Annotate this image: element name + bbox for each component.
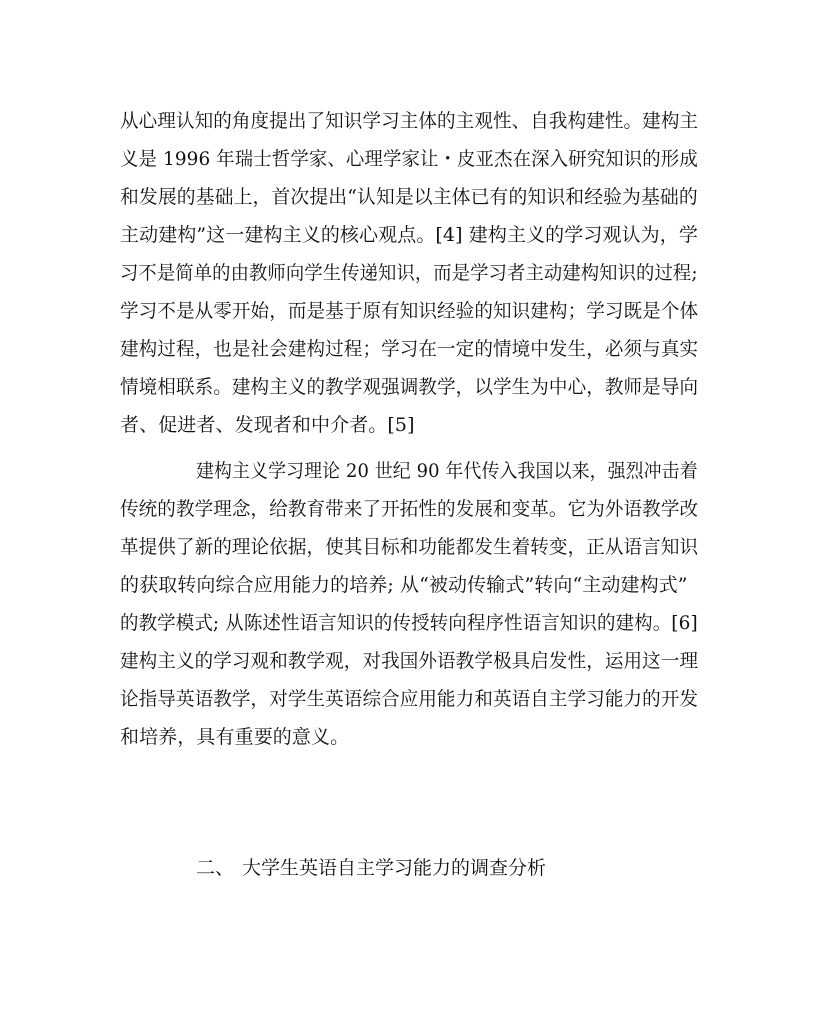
paragraph-line: 建构过程，也是社会建构过程；学习在一定的情境中发生，必须与真实 [120,338,699,360]
paragraph-line: 习不是简单的由教师向学生传递知识，而是学习者主动建构知识的过程; [120,262,698,284]
paragraph-line: 建构主义学习理论 20 世纪 90 年代传入我国以来，强烈冲击着 [196,460,698,482]
paragraph-line: 和发展的基础上，首次提出“认知是以主体已有的知识和经验为基础的 [120,186,698,208]
paragraph-line: 义是 1996 年瑞士哲学家、心理学家让・皮亚杰在深入研究知识的形成 [120,148,698,170]
paragraph-line: 学习不是从零开始，而是基于原有知识经验的知识建构；学习既是个体 [120,300,699,322]
paragraph-line: 革提供了新的理论依据，使其目标和功能都发生着转变，正从语言知识 [120,536,699,558]
paragraph-line: 传统的教学理念，给教育带来了开拓性的发展和变革。它为外语教学改 [120,498,699,520]
paragraph-line: 的教学模式; 从陈述性语言知识的传授转向程序性语言知识的建构。[6] [120,612,698,634]
section-heading [196,856,696,880]
paragraph-line: 的获取转向综合应用能力的培养; 从“被动传输式”转向“主动建构式” [120,574,688,596]
paragraph-line: 建构主义的学习观和教学观，对我国外语教学极具启发性，运用这一理 [120,650,699,672]
paragraph-line: 和培养，具有重要的意义。 [120,726,350,748]
paragraph-line: 者、促进者、发现者和中介者。[5] [120,414,415,436]
paragraph-line: 情境相联系。建构主义的教学观强调教学，以学生为中心，教师是导向 [120,376,699,398]
paragraph-line: 从心理认知的角度提出了知识学习主体的主观性、自我构建性。建构主 [120,110,699,132]
section-title: 大学生英语自主学习能力的调查分析 [242,857,547,879]
section-number: 二、 [196,857,235,879]
paragraph-line: 主动建构”这一建构主义的核心观点。[4] 建构主义的学习观认为，学 [120,224,698,246]
paragraph-line: 论指导英语教学，对学生英语综合应用能力和英语自主学习能力的开发 [120,688,699,710]
